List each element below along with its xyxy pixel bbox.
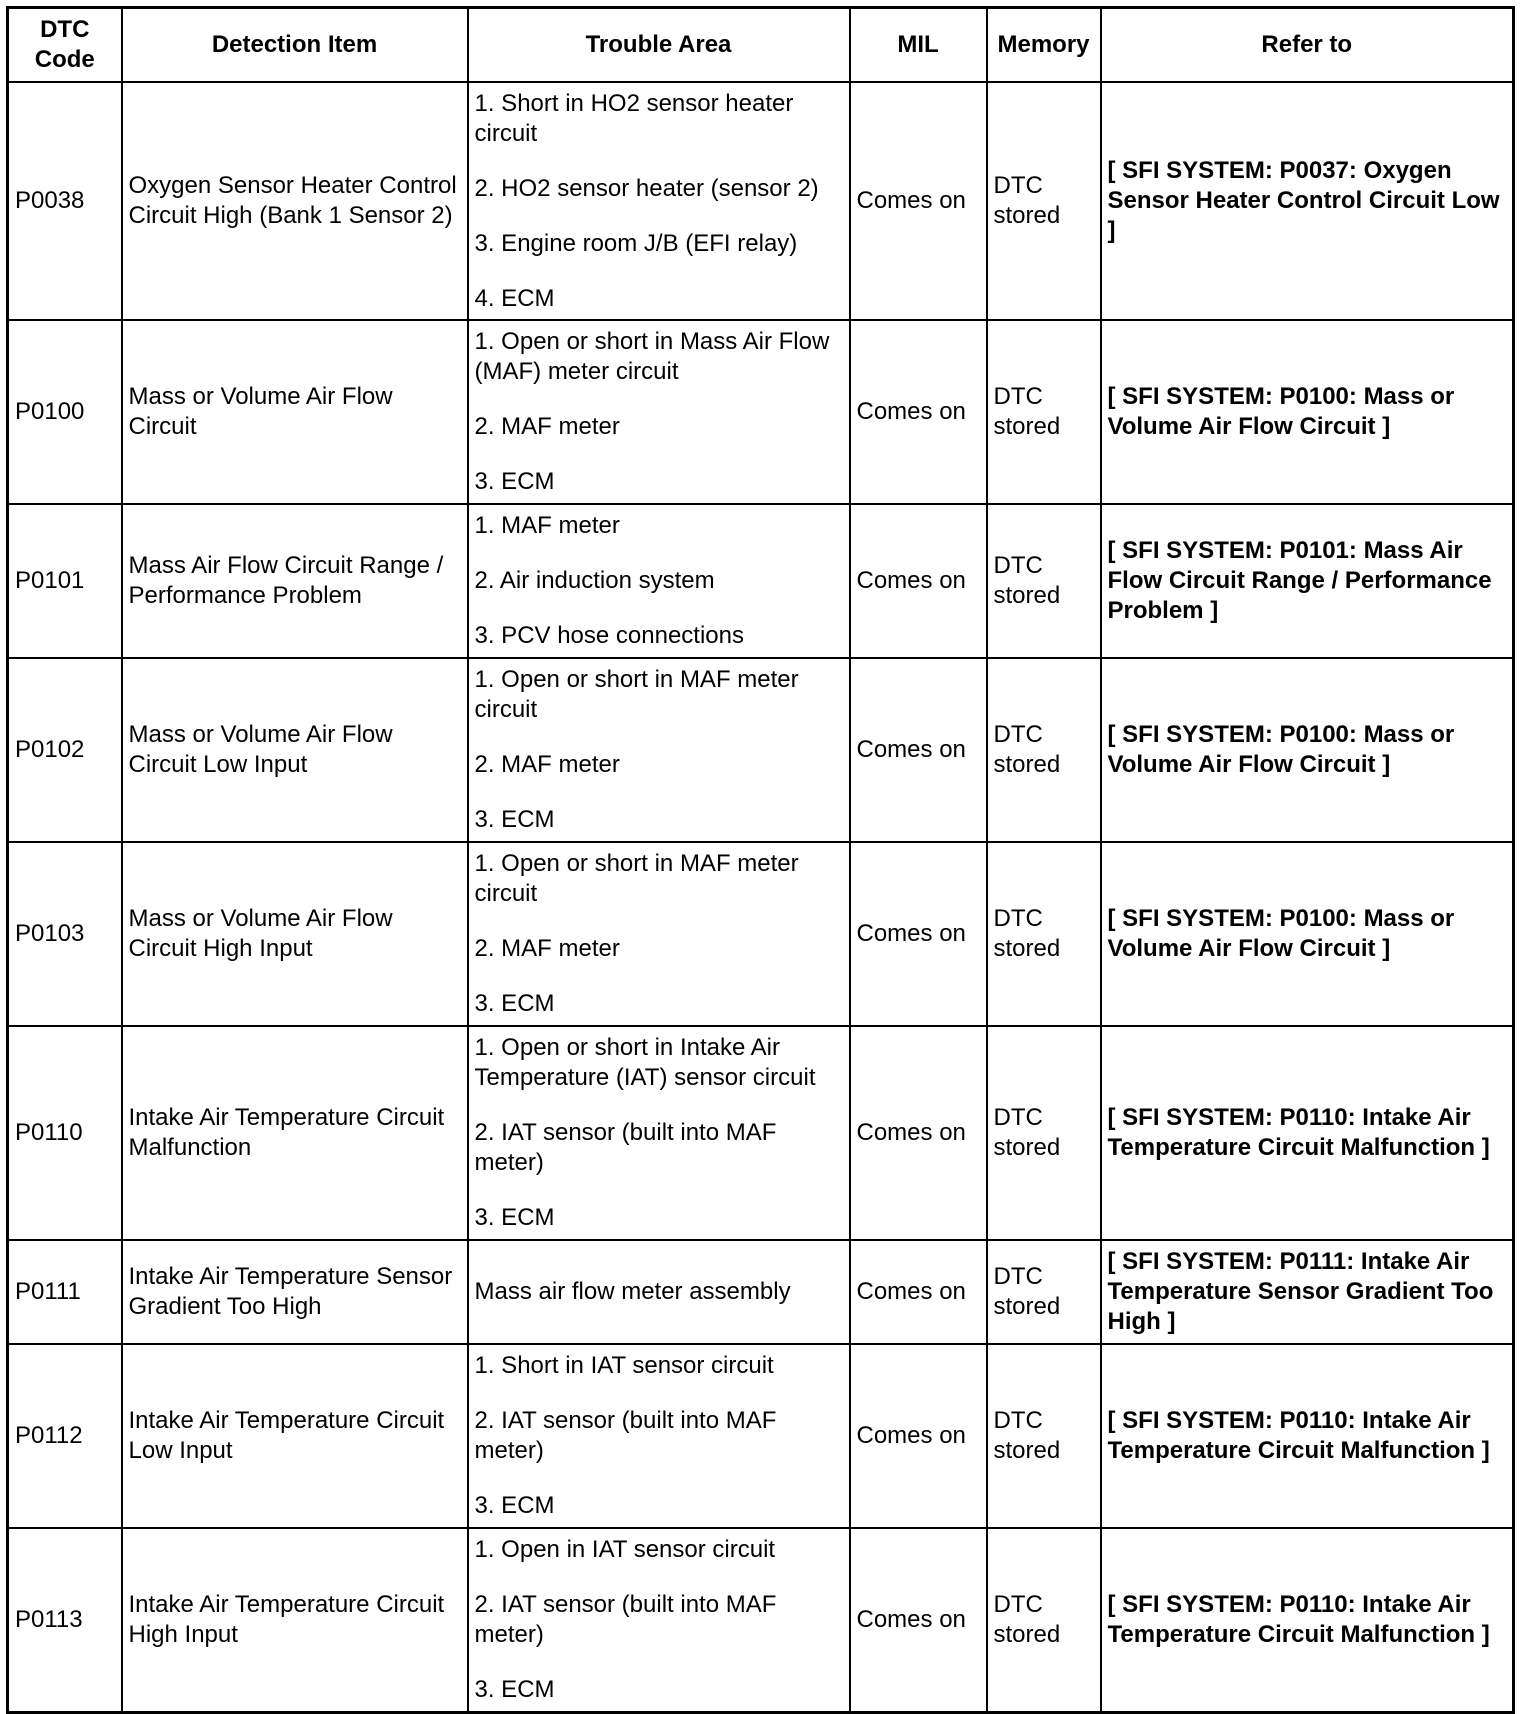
- trouble-area-item: 1. Open or short in MAF meter circuit: [474, 850, 799, 907]
- trouble-area-item: 1. Short in HO2 sensor heater circuit: [474, 89, 794, 147]
- refer-to-cell: [ SFI SYSTEM: P0110: Intake Air Temperature Circuit Malfunction ]: [1101, 1528, 1514, 1712]
- trouble-area-item: 3. ECM: [474, 1675, 555, 1703]
- trouble-area-list: [475, 665, 843, 835]
- trouble-area-item: 2. MAF meter: [474, 413, 620, 440]
- trouble-area-cell: [468, 658, 850, 842]
- mil-cell: Comes on: [850, 1026, 987, 1240]
- trouble-area-item: 1. Open or short in Mass Air Flow (MAF) meter circuit: [474, 328, 830, 385]
- detection-item-cell: Intake Air Temperature Sensor Gradient Too High: [122, 1240, 468, 1344]
- mil-cell: Comes on: [850, 1528, 987, 1712]
- detection-item-cell: Intake Air Temperature Circuit High Input: [122, 1528, 468, 1712]
- refer-to-cell: [ SFI SYSTEM: P0110: Intake Air Temperature Circuit Malfunction ]: [1101, 1344, 1514, 1528]
- dtc-code-cell: P0038: [8, 82, 122, 320]
- trouble-area-item: 1. MAF meter: [474, 512, 620, 539]
- trouble-area-cell: [468, 320, 850, 504]
- trouble-area-item: 2. IAT sensor (built into MAF meter): [474, 1119, 777, 1176]
- dtc-code-cell: P0110: [8, 1026, 122, 1240]
- trouble-area-item: 2. HO2 sensor heater (sensor 2): [474, 174, 819, 202]
- table-row: [8, 658, 1514, 842]
- trouble-area-cell: [468, 1528, 850, 1712]
- table-row: [8, 1344, 1514, 1528]
- trouble-area-item: 1. Open in IAT sensor circuit: [474, 1535, 776, 1563]
- dtc-code-cell: P0111: [8, 1240, 122, 1344]
- header-refer-to: Refer to: [1101, 8, 1514, 83]
- dtc-code-cell: P0102: [8, 658, 122, 842]
- dtc-code-cell: P0103: [8, 842, 122, 1026]
- memory-cell: DTC stored: [987, 82, 1101, 320]
- trouble-area-list: [475, 849, 843, 1019]
- trouble-area-cell: [468, 1026, 850, 1240]
- header-memory: Memory: [987, 8, 1101, 83]
- refer-to-cell: [ SFI SYSTEM: P0111: Intake Air Temperature Sensor Gradient Too High ]: [1101, 1240, 1514, 1344]
- dtc-code-cell: P0112: [8, 1344, 122, 1528]
- mil-cell: Comes on: [850, 1240, 987, 1344]
- trouble-area-list: [475, 1351, 843, 1521]
- refer-to-cell: [ SFI SYSTEM: P0101: Mass Air Flow Circuit Range / Performance Problem ]: [1101, 504, 1514, 658]
- header-trouble-area: Trouble Area: [468, 8, 850, 83]
- trouble-area-cell: [468, 1344, 850, 1528]
- mil-cell: Comes on: [850, 320, 987, 504]
- table-row: [8, 1528, 1514, 1712]
- trouble-area-item: 3. ECM: [474, 1204, 555, 1231]
- detection-item-cell: Mass or Volume Air Flow Circuit: [122, 320, 468, 504]
- detection-item-cell: Mass or Volume Air Flow Circuit Low Input: [122, 658, 468, 842]
- trouble-area-item: 2. IAT sensor (built into MAF meter): [474, 1407, 777, 1464]
- trouble-area-cell: [468, 842, 850, 1026]
- trouble-area-list: [475, 327, 843, 497]
- table-header: [8, 8, 1514, 83]
- table-row: [8, 1240, 1514, 1344]
- refer-to-cell: [ SFI SYSTEM: P0100: Mass or Volume Air Flow Circuit ]: [1101, 320, 1514, 504]
- memory-cell: DTC stored: [987, 504, 1101, 658]
- header-dtc-code: DTC Code: [8, 8, 122, 83]
- trouble-area-item: 2. IAT sensor (built into MAF meter): [474, 1590, 777, 1648]
- trouble-area-item: 2. MAF meter: [474, 935, 620, 962]
- trouble-area-item: 3. ECM: [474, 468, 555, 495]
- refer-to-cell: [ SFI SYSTEM: P0037: Oxygen Sensor Heater Control Circuit Low ]: [1101, 82, 1514, 320]
- mil-cell: Comes on: [850, 658, 987, 842]
- detection-item-cell: Mass Air Flow Circuit Range / Performance Problem: [122, 504, 468, 658]
- trouble-area-item: 3. Engine room J/B (EFI relay): [474, 229, 798, 257]
- dtc-code-cell: P0101: [8, 504, 122, 658]
- trouble-area-item: 4. ECM: [474, 284, 555, 312]
- trouble-area-list: [475, 89, 843, 314]
- trouble-area-cell: [468, 82, 850, 320]
- header-detection-item: Detection Item: [122, 8, 468, 83]
- table-row: [8, 842, 1514, 1026]
- trouble-area-item: 2. Air induction system: [474, 567, 715, 594]
- detection-item-cell: Mass or Volume Air Flow Circuit High Input: [122, 842, 468, 1026]
- trouble-area-item: 3. ECM: [474, 1492, 555, 1519]
- dtc-code-cell: P0113: [8, 1528, 122, 1712]
- mil-cell: Comes on: [850, 504, 987, 658]
- memory-cell: DTC stored: [987, 842, 1101, 1026]
- refer-to-cell: [ SFI SYSTEM: P0100: Mass or Volume Air Flow Circuit ]: [1101, 842, 1514, 1026]
- detection-item-cell: Intake Air Temperature Circuit Malfunction: [122, 1026, 468, 1240]
- table-row: [8, 320, 1514, 504]
- trouble-area-list: [475, 1277, 843, 1307]
- detection-item-cell: Intake Air Temperature Circuit Low Input: [122, 1344, 468, 1528]
- trouble-area-item: 3. PCV hose connections: [474, 622, 744, 649]
- trouble-area-cell: [468, 1240, 850, 1344]
- trouble-area-item: 2. MAF meter: [474, 751, 620, 778]
- trouble-area-item: 1. Open or short in Intake Air Temperature (IAT) sensor circuit: [474, 1034, 816, 1091]
- detection-item-cell: Oxygen Sensor Heater Control Circuit High (Bank 1 Sensor 2): [122, 82, 468, 320]
- refer-to-cell: [ SFI SYSTEM: P0110: Intake Air Temperature Circuit Malfunction ]: [1101, 1026, 1514, 1240]
- dtc-table: [6, 6, 1515, 1714]
- memory-cell: DTC stored: [987, 1528, 1101, 1712]
- dtc-code-cell: P0100: [8, 320, 122, 504]
- header-mil: MIL: [850, 8, 987, 83]
- memory-cell: DTC stored: [987, 1344, 1101, 1528]
- mil-cell: Comes on: [850, 842, 987, 1026]
- table-row: [8, 1026, 1514, 1240]
- table-body: [8, 82, 1514, 1712]
- trouble-area-list: [475, 511, 843, 651]
- trouble-area-list: [475, 1033, 843, 1233]
- trouble-area-item: 3. ECM: [474, 806, 555, 833]
- table-row: [8, 504, 1514, 658]
- trouble-area-list: [475, 1535, 843, 1705]
- header-row: [8, 8, 1514, 83]
- refer-to-cell: [ SFI SYSTEM: P0100: Mass or Volume Air Flow Circuit ]: [1101, 658, 1514, 842]
- trouble-area-cell: [468, 504, 850, 658]
- memory-cell: DTC stored: [987, 1240, 1101, 1344]
- mil-cell: Comes on: [850, 82, 987, 320]
- trouble-area-item: Mass air flow meter assembly: [474, 1278, 791, 1305]
- trouble-area-item: 1. Short in IAT sensor circuit: [474, 1352, 774, 1379]
- table-row: [8, 82, 1514, 320]
- mil-cell: Comes on: [850, 1344, 987, 1528]
- memory-cell: DTC stored: [987, 1026, 1101, 1240]
- trouble-area-item: 1. Open or short in MAF meter circuit: [474, 666, 799, 723]
- trouble-area-item: 3. ECM: [474, 990, 555, 1017]
- memory-cell: DTC stored: [987, 658, 1101, 842]
- memory-cell: DTC stored: [987, 320, 1101, 504]
